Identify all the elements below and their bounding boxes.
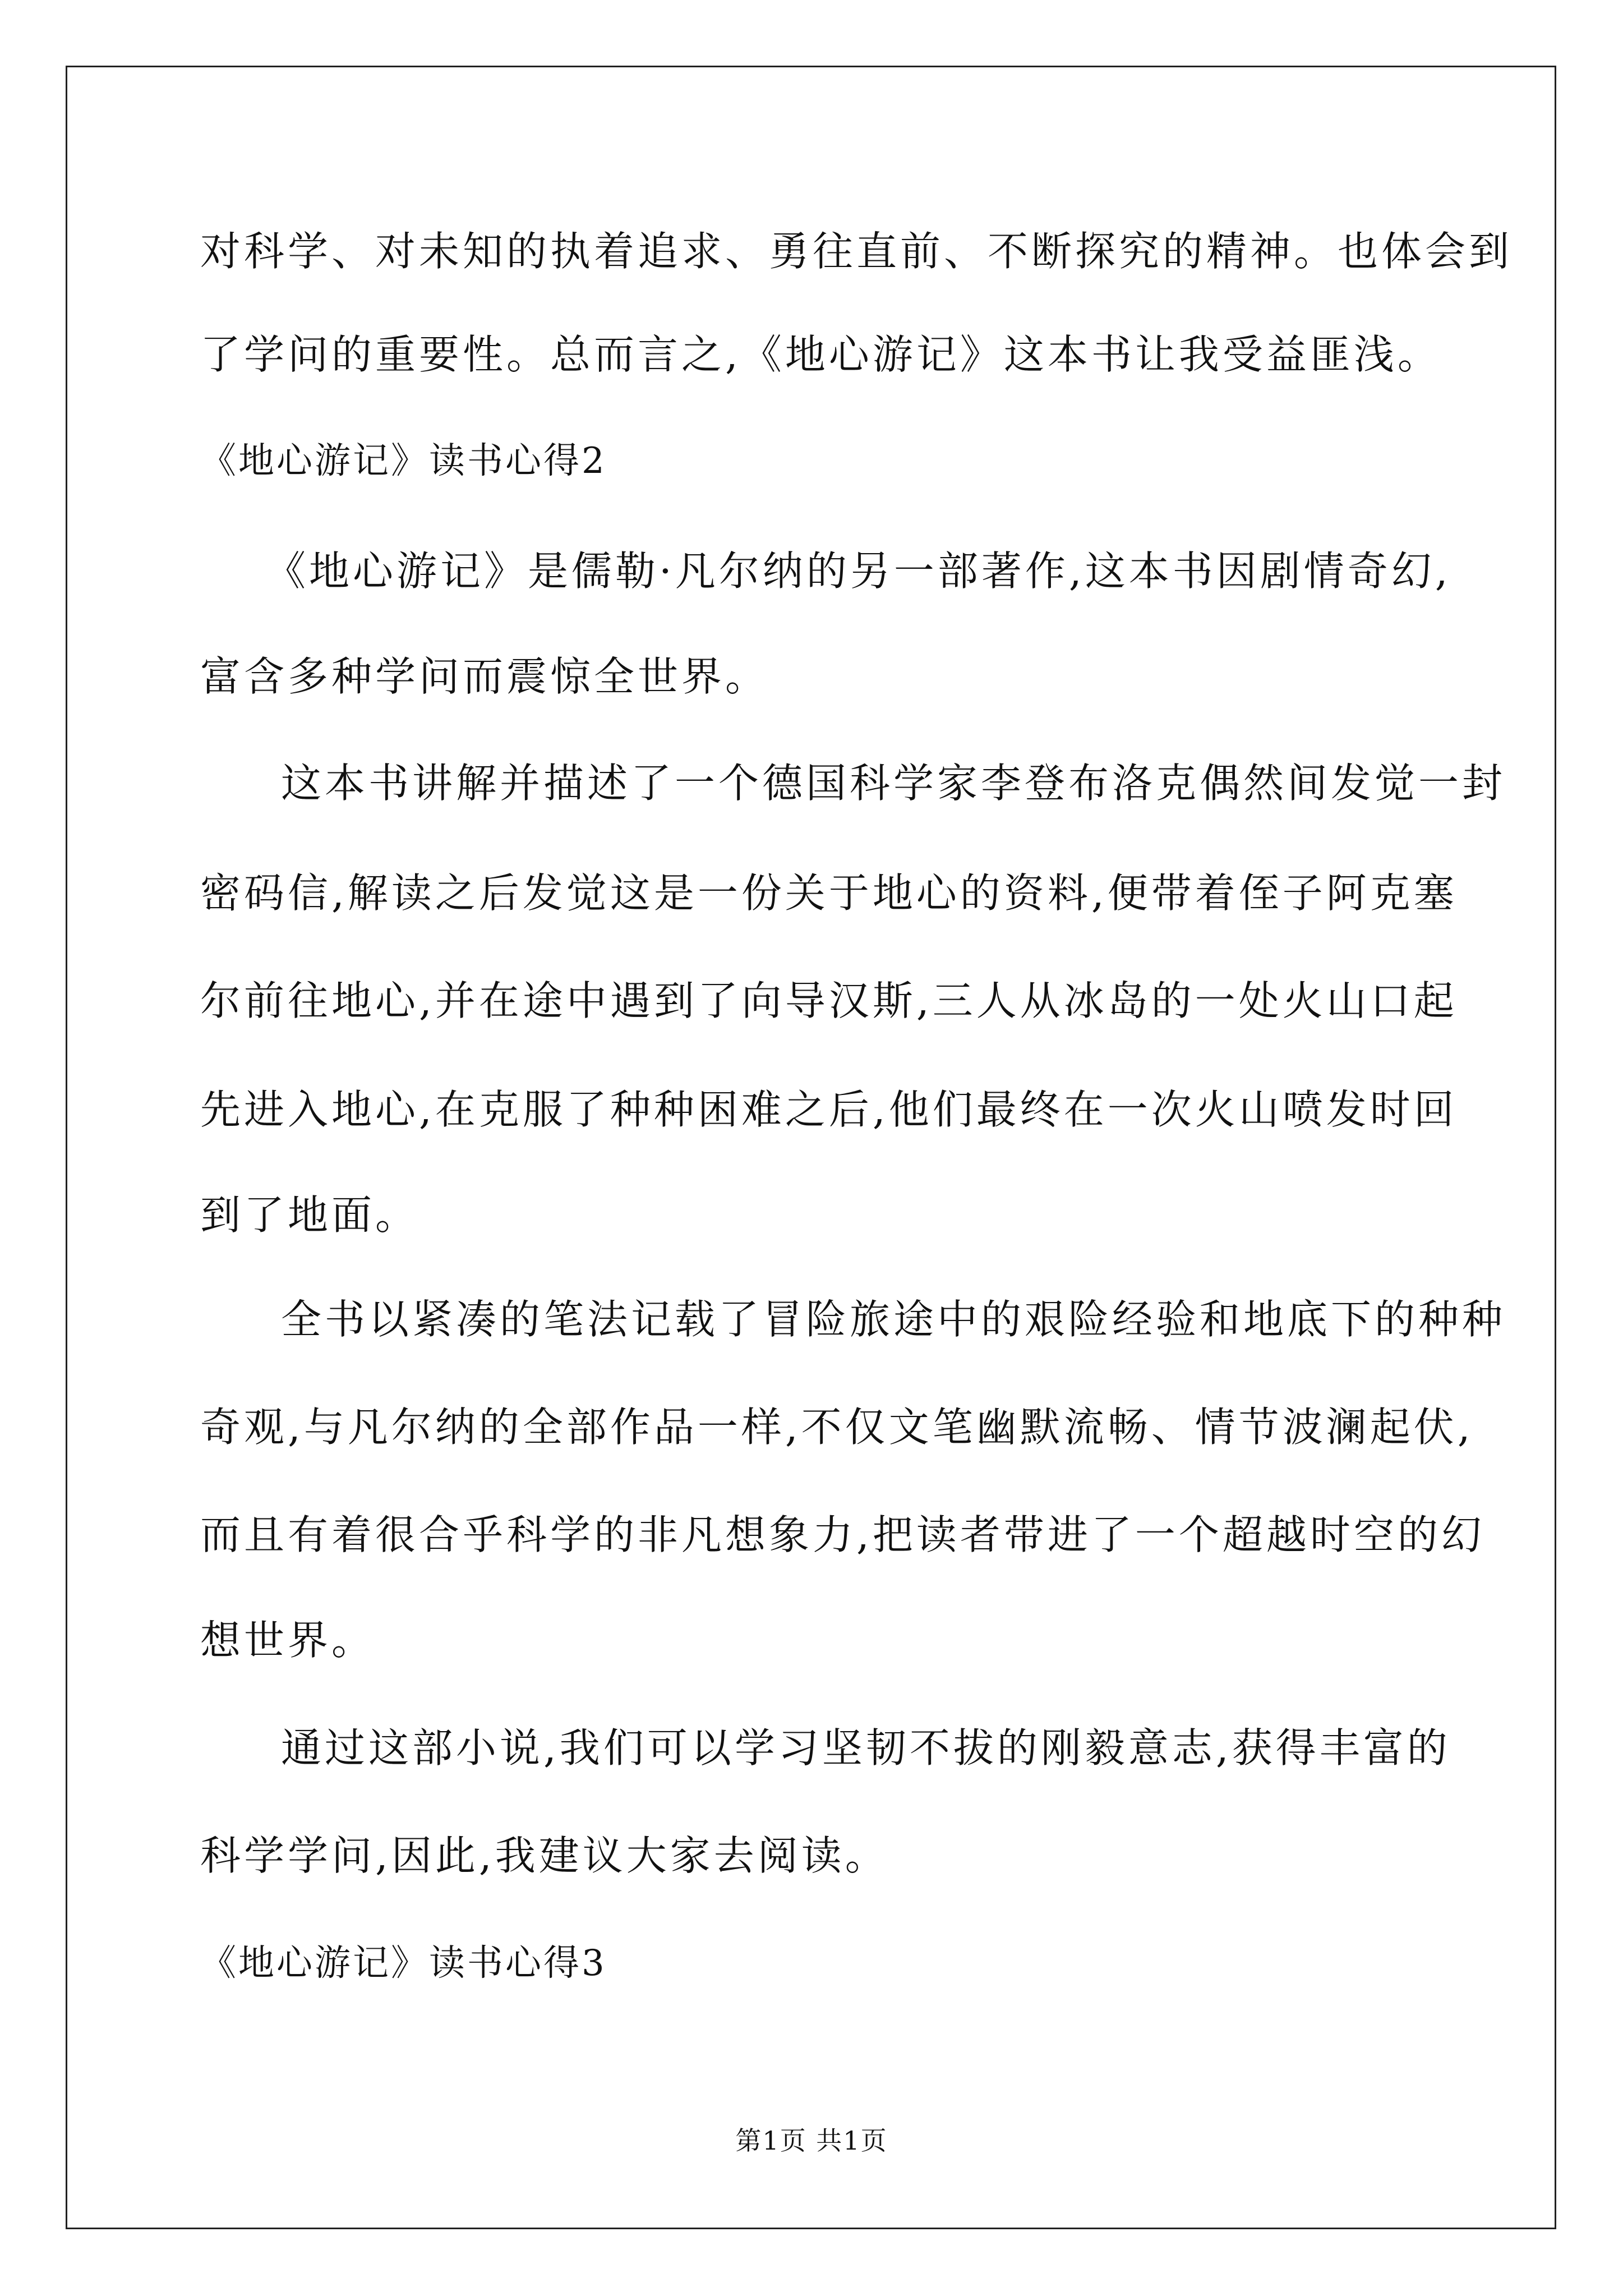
body-text-line: 通过这部小说,我们可以学习坚韧不拔的刚毅意志,获得丰富的 [281,1724,1451,1772]
body-text-line: 富含多种学问而震惊全世界。 [200,653,769,700]
body-text-line: 想世界。 [200,1617,376,1664]
body-text-line: 对科学、对未知的执着追求、勇往直前、不断探究的精神。也体会到 [200,228,1513,275]
section-heading-3: 《地心游记》读书心得3 [200,1943,607,1984]
page-footer: 第1页 共1页 [735,2125,888,2156]
body-text-line: 这本书讲解并描述了一个德国科学家李登布洛克偶然间发觉一封 [281,760,1506,807]
body-text-line: 了学问的重要性。总而言之,《地心游记》这本书让我受益匪浅。 [200,331,1441,378]
body-text-line: 奇观,与凡尔纳的全部作品一样,不仅文笔幽默流畅、情节波澜起伏, [200,1404,1474,1451]
body-text-line: 密码信,解读之后发觉这是一份关于地心的资料,便带着侄子阿克塞 [200,869,1458,917]
body-text-line: 科学学问,因此,我建议大家去阅读。 [200,1832,889,1879]
page-border [66,66,1556,2229]
body-text-line: 《地心游记》是儒勒·凡尔纳的另一部著作,这本书因剧情奇幻, [265,547,1451,595]
body-text-line: 尔前往地心,并在途中遇到了向导汉斯,三人从冰岛的一处火山口起 [200,977,1458,1024]
body-text-line: 先进入地心,在克服了种种困难之后,他们最终在一次火山喷发时回 [200,1086,1458,1133]
body-text-line: 而且有着很合乎科学的非凡想象力,把读者带进了一个超越时空的幻 [200,1511,1485,1558]
body-text-line: 到了地面。 [200,1191,419,1239]
body-text-line: 全书以紧凑的笔法记载了冒险旅途中的艰险经验和地底下的种种 [281,1296,1506,1343]
section-heading-2: 《地心游记》读书心得2 [200,440,607,482]
